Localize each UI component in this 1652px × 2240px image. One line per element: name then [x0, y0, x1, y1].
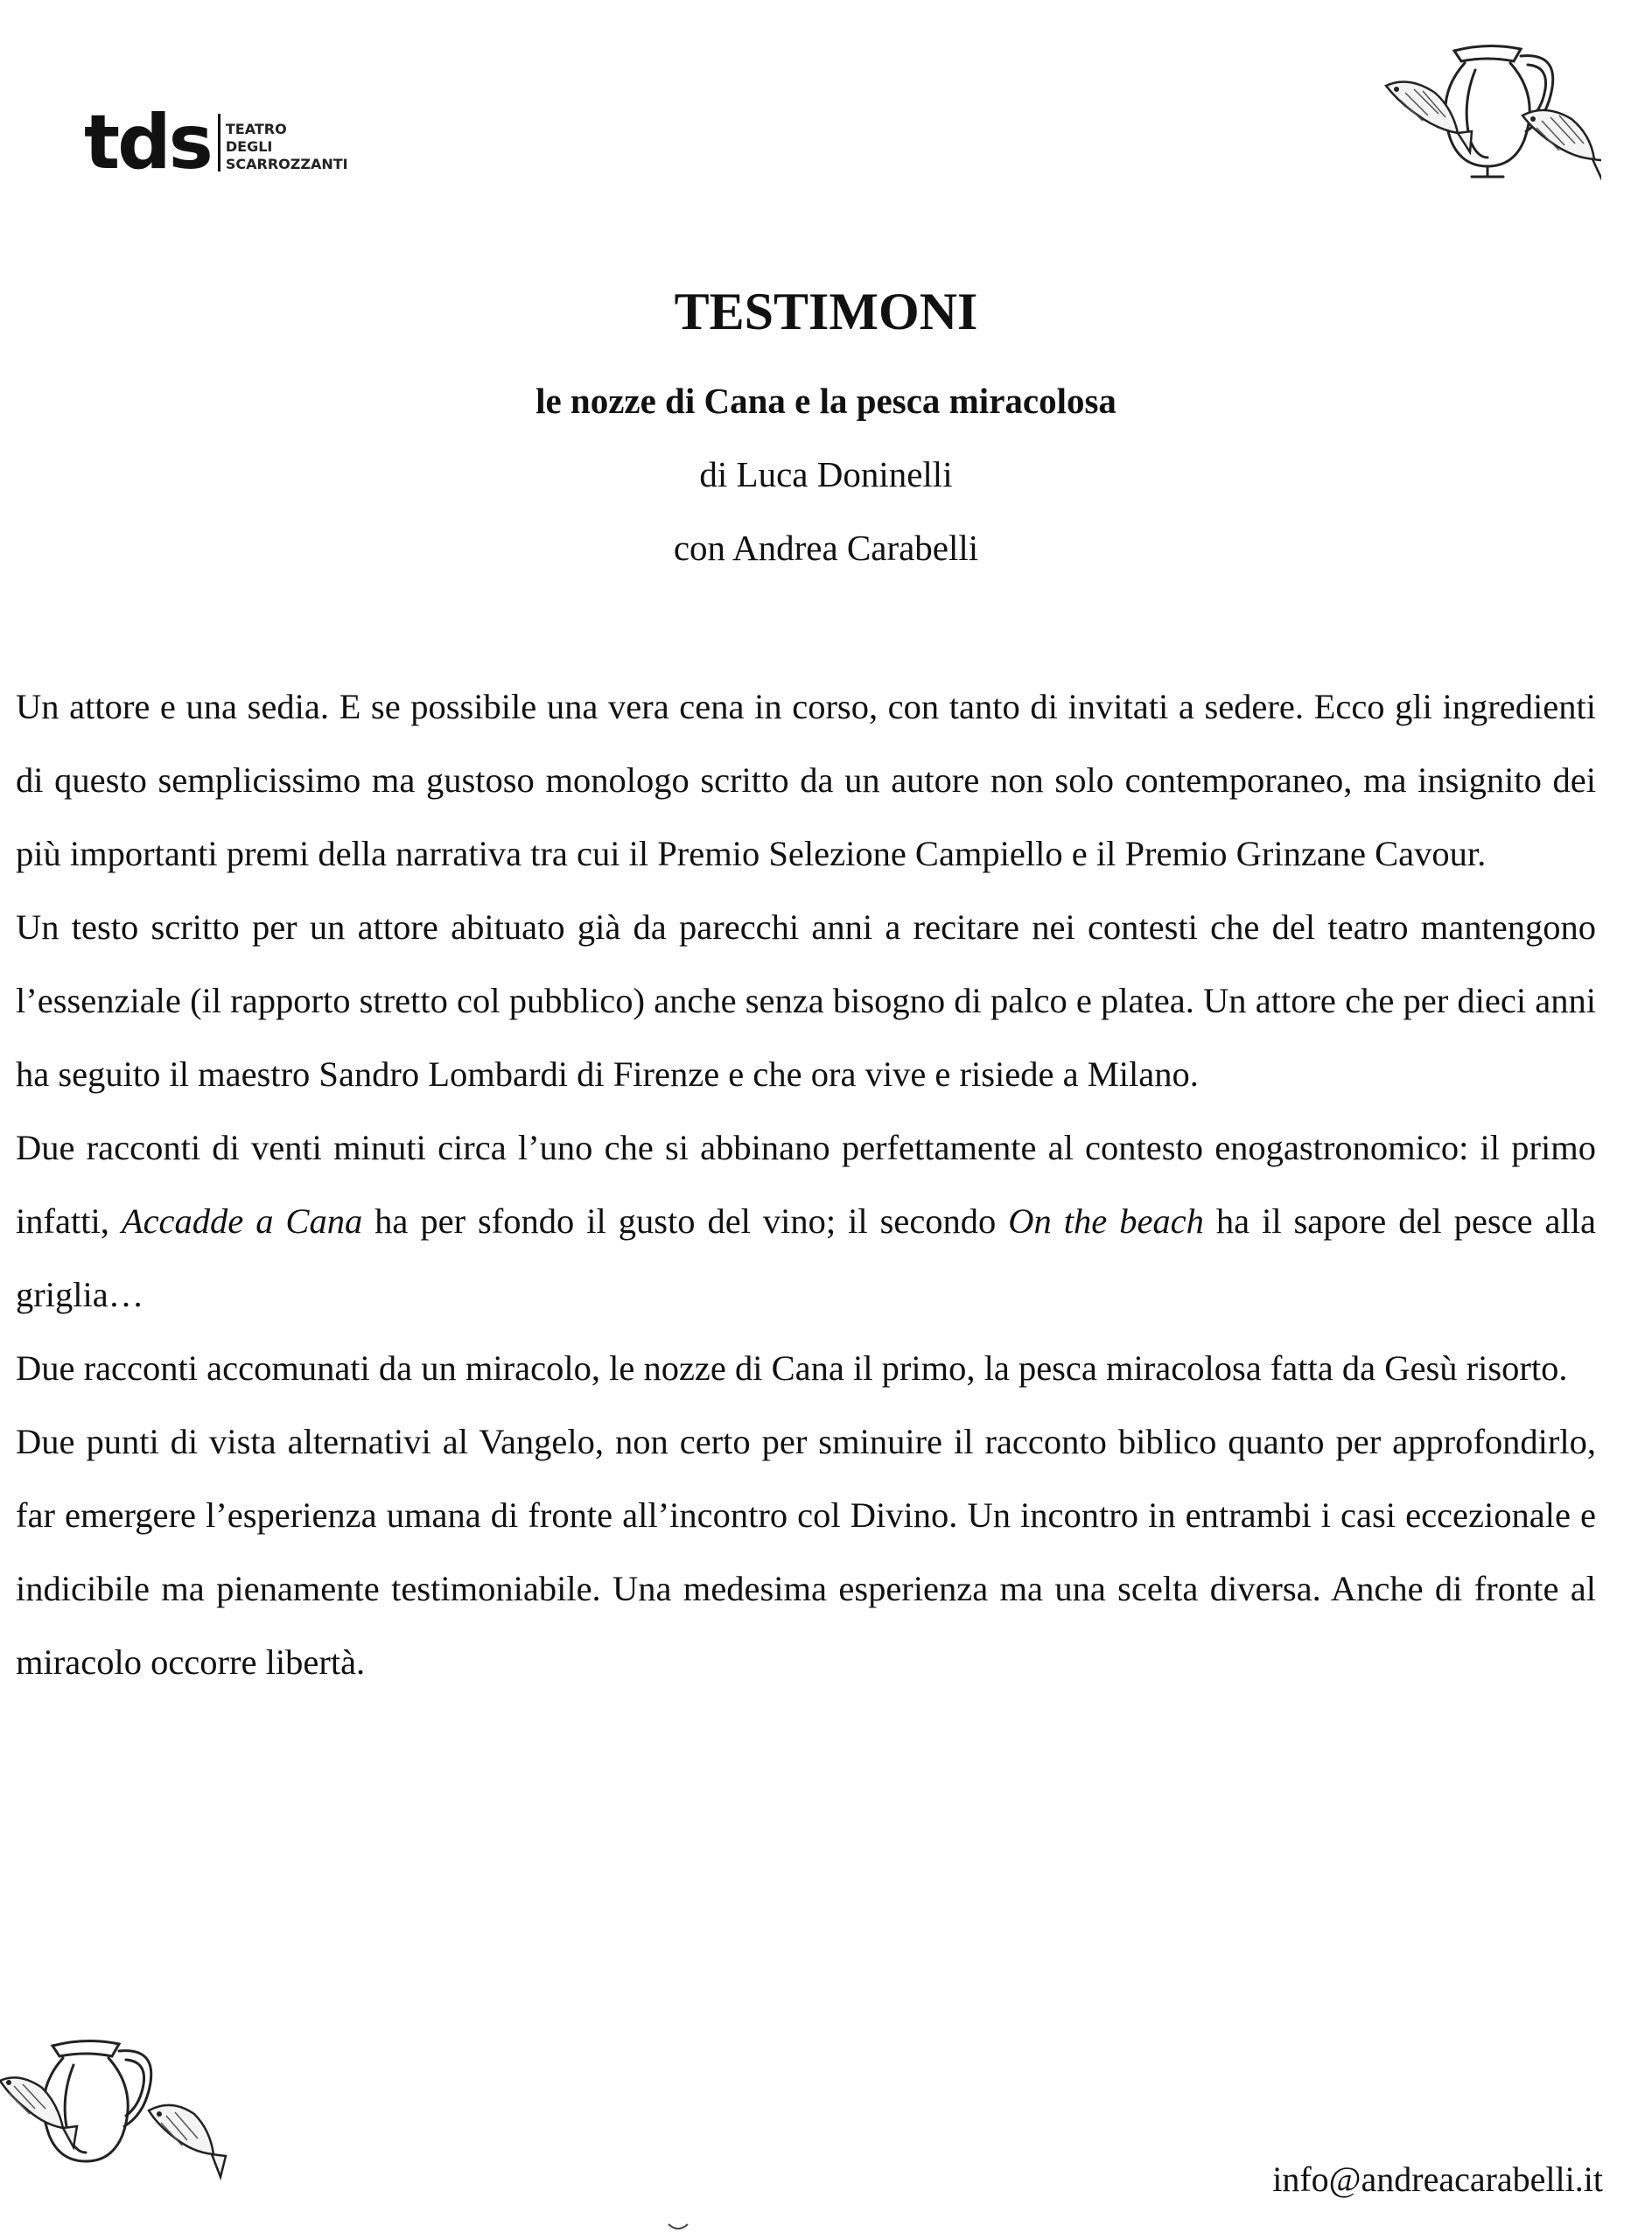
story-title-accadde-a-cana: Accadde a Cana — [121, 1201, 363, 1241]
logo-line-3: SCARROZZANTI — [225, 156, 348, 172]
theatre-logo — [84, 99, 348, 186]
paragraph-3-part-a: Due racconti di venti minuti circa l’uno che si abbinano perfettamente al contesto enogastronomico: il primo infatti, — [16, 1128, 1596, 1241]
story-title-on-the-beach: On the beach — [1008, 1201, 1204, 1241]
paragraph-5: Due punti di vista alternativi al Vangelo, non certo per sminuire il racconto biblico quanto per approfondirlo, far emergere l’esperienza umana di fronte all’incontro col Divino. Un incontro in entrambi i casi eccezionale e indicibile ma pienamente testimoniabile. Una medesima esperienza ma una scelta diversa. Anche di fronte al miracolo occorre libertà. — [16, 1422, 1596, 1682]
jug-and-two-fish-icon — [1374, 35, 1601, 192]
logo-line-1: TEATRO — [225, 121, 287, 137]
paragraph-1: Un attore e una sedia. E se possibile una vera cena in corso, con tanto di invitati a sedere. Ecco gli ingredienti di questo semplicissimo ma gustoso monologo scritto da un autore non solo contemporaneo, ma insignito dei più importanti premi della narrativa tra cui il Premio Selezione Campiello e il Premio Grinzane Cavour. — [16, 687, 1596, 873]
paragraph-4: Due racconti accomunati da un miracolo, le nozze di Cana il primo, la pesca miracolosa fatta da Gesù risorto. — [16, 1348, 1568, 1388]
paragraph-3-part-c: ha il sapore del pesce alla griglia… — [16, 1201, 1597, 1314]
author-credit: di Luca Doninelli — [699, 454, 953, 494]
logo-abbreviation: tds — [84, 99, 211, 186]
logo-divider — [218, 114, 220, 172]
page-mark — [665, 2222, 691, 2233]
document-title: TESTIMONI — [674, 283, 978, 340]
paragraph-3 — [16, 1111, 1596, 1332]
jug-and-two-fish-icon — [0, 2030, 228, 2188]
document-subtitle: le nozze di Cana e la pesca miracolosa — [536, 381, 1116, 421]
body-text — [16, 670, 1596, 1699]
logo-line-2: DEGLI — [225, 138, 273, 155]
paragraph-3-part-b: ha per sfondo il gusto del vino; il secondo — [362, 1201, 1009, 1241]
contact-email: info@andreacarabelli.it — [1272, 2160, 1603, 2199]
paragraph-2: Un testo scritto per un attore abituato già da parecchi anni a recitare nei contesti che del teatro mantengono l’essenziale (il rapporto stretto col pubblico) anche senza bisogno di palco e platea. Un attore che per dieci anni ha seguito il maestro Sandro Lombardi di Firenze e che ora vive e risiede a Milano. — [16, 907, 1596, 1094]
performer-credit: con Andrea Carabelli — [673, 528, 979, 568]
logo-full-name — [226, 121, 348, 173]
